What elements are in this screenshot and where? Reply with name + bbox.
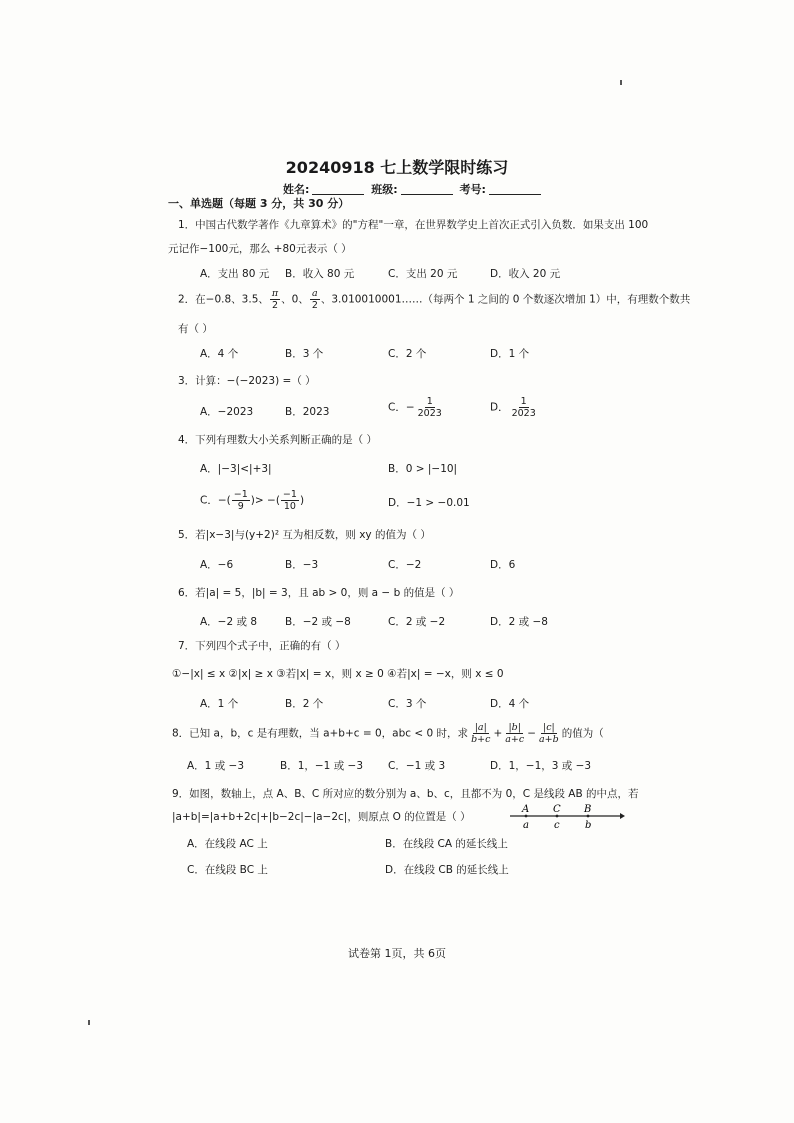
q8-option-b: B．1，−1 或 −3 xyxy=(280,760,364,772)
q2-option-c: C．2 个 xyxy=(388,348,427,360)
q1-option-b: B．收入 80 元 xyxy=(285,268,355,280)
q5-option-b: B．−3 xyxy=(285,559,319,571)
q8-fraction-2: $\frac{|b|}{a+c}$ xyxy=(505,722,525,745)
q3-option-a: A．−2023 xyxy=(200,406,254,418)
section-title: 一、单选题（每题 3 分，共 30 分） xyxy=(168,197,350,210)
q8-suffix: 的值为（ xyxy=(561,727,604,740)
q1-option-d: D．收入 20 元 xyxy=(490,268,561,280)
q5-option-d: D．6 xyxy=(490,559,516,571)
label-a: a xyxy=(523,820,529,831)
q2-a-fraction: $\frac{a}{2}$ xyxy=(311,288,318,311)
q5-option-c: C．−2 xyxy=(388,559,422,571)
q2-option-b: B．3 个 xyxy=(285,348,324,360)
q3-d-fraction: $\frac{1}{2023}$ xyxy=(511,396,536,419)
q5-option-a: A．−6 xyxy=(200,559,234,571)
q9-option-a: A．在线段 AC 上 xyxy=(187,838,268,850)
scan-speck xyxy=(620,80,622,85)
q6-option-d: D．2 或 −8 xyxy=(490,616,548,628)
q8-option-d: D．1，−1，3 或 −3 xyxy=(490,760,592,772)
q5-stem: 5．若|x−3|与(y+2)² 互为相反数，则 xy 的值为（ ） xyxy=(178,529,431,541)
q8-option-a: A．1 或 −3 xyxy=(187,760,245,772)
q6-option-b: B．−2 或 −8 xyxy=(285,616,351,628)
scan-speck xyxy=(88,1020,90,1025)
q9-line2: |a+b|=|a+b+2c|+|b−2c|−|a−2c|，则原点 O 的位置是（ ） xyxy=(172,811,471,823)
q6-stem: 6．若|a| = 5，|b| = 3，且 ab > 0，则 a − b 的值是（ ） xyxy=(178,587,460,599)
q4-option-d: D．−1 > −0.01 xyxy=(388,497,470,509)
q9-option-b: B．在线段 CA 的延长线上 xyxy=(385,838,508,850)
q8-stem: 8．已知 a，b，c 是有理数，当 a+b+c = 0，abc < 0 时，求 $\frac{|a|}{b+c}$ + $\frac{|b|}{a+c}$ − $\frac{|c|}{a+b}$ 的值为（ xyxy=(172,722,604,745)
q9-line1: 9．如图，数轴上，点 A、B、C 所对应的数分别为 a、b、c，且都不为 0，C 是线段 AB 的中点，若 xyxy=(172,788,639,800)
q9-option-c: C．在线段 BC 上 xyxy=(187,864,268,876)
q3-c-fraction: $\frac{1}{2023}$ xyxy=(417,396,442,419)
q2-option-a: A．4 个 xyxy=(200,348,239,360)
number-line-arrow xyxy=(620,813,625,819)
q3-option-c: C．− $\frac{1}{2023}$ xyxy=(388,396,442,419)
label-B: B xyxy=(584,804,592,815)
q7-stem: 7．下列四个式子中，正确的有（ ） xyxy=(178,640,346,652)
q4-option-a: A．|−3|<|+3| xyxy=(200,463,272,475)
label-b: b xyxy=(585,820,592,831)
q3-stem: 3．计算：−(−2023) =（ ） xyxy=(178,375,316,387)
label-C: C xyxy=(553,804,561,815)
q6-option-c: C．2 或 −2 xyxy=(388,616,446,628)
q8-option-c: C．−1 或 3 xyxy=(388,760,446,772)
class-label: 班级: xyxy=(371,183,398,196)
q2-line1: 2．在−0.8、3.5、 $\frac{\pi}{2}$ 、0、 $\frac{a}{2}$ 、3.010010001……（每两个 1 之间的 0 个数逐次增加 1）中，有理数个数共 xyxy=(178,288,691,311)
q7-option-b: B．2 个 xyxy=(285,698,324,710)
q2-line2: 有（ ） xyxy=(178,323,213,335)
q1-line2: 元记作−100元，那么 +80元表示（ ） xyxy=(168,243,352,255)
q7-statements: ①−|x| ≤ x ②|x| ≥ x ③若|x| = x，则 x ≥ 0 ④若|x| = −x，则 x ≤ 0 xyxy=(172,668,504,680)
q3-option-b: B．2023 xyxy=(285,406,330,418)
q1-line1: 1．中国古代数学著作《九章算术》的"方程"一章，在世界数学史上首次正式引入负数．如果支出 100 xyxy=(178,219,649,231)
point-c-dot xyxy=(556,815,559,818)
q8-prefix: 8．已知 a，b，c 是有理数，当 a+b+c = 0，abc < 0 时，求 xyxy=(172,727,469,740)
q7-option-c: C．3 个 xyxy=(388,698,427,710)
q7-option-a: A．1 个 xyxy=(200,698,239,710)
q4-stem: 4．下列有理数大小关系判断正确的是（ ） xyxy=(178,434,378,446)
name-label: 姓名: xyxy=(283,183,310,196)
number-line-figure xyxy=(510,802,625,832)
q2-pi-fraction: $\frac{\pi}{2}$ xyxy=(271,288,279,311)
q8-fraction-1: $\frac{|a|}{b+c}$ xyxy=(471,722,491,745)
label-A: A xyxy=(522,804,530,815)
point-a-dot xyxy=(525,815,528,818)
number-blank[interactable] xyxy=(489,194,541,195)
q8-fraction-3: $\frac{|c|}{a+b}$ xyxy=(539,722,559,745)
point-b-dot xyxy=(587,815,590,818)
q4-c-fraction-1: $\frac{-1}{9}$ xyxy=(233,489,248,512)
q4-option-b: B．0 > |−10| xyxy=(388,463,458,475)
q7-option-d: D．4 个 xyxy=(490,698,530,710)
q1-option-a: A．支出 80 元 xyxy=(200,268,270,280)
q9-option-d: D．在线段 CB 的延长线上 xyxy=(385,864,509,876)
class-blank[interactable] xyxy=(401,194,453,195)
q6-option-a: A．−2 或 8 xyxy=(200,616,258,628)
page-footer: 试卷第 1页，共 6页 xyxy=(348,947,446,960)
q2-option-d: D．1 个 xyxy=(490,348,530,360)
q4-c-fraction-2: $\frac{-1}{10}$ xyxy=(282,489,297,512)
number-label: 考号: xyxy=(459,183,486,196)
q1-option-c: C．支出 20 元 xyxy=(388,268,458,280)
q2-suffix: 、3.010010001……（每两个 1 之间的 0 个数逐次增加 1）中，有理数个数共 xyxy=(320,293,691,306)
exam-title: 20240918 七上数学限时练习 xyxy=(285,158,509,177)
q3-option-d: D． $\frac{1}{2023}$ xyxy=(490,396,536,419)
q4-option-c: C．−( $\frac{-1}{9}$ )> −( $\frac{-1}{10}$ ) xyxy=(200,489,305,512)
q2-prefix: 2．在−0.8、3.5、 xyxy=(178,293,269,306)
label-c: c xyxy=(554,820,560,831)
